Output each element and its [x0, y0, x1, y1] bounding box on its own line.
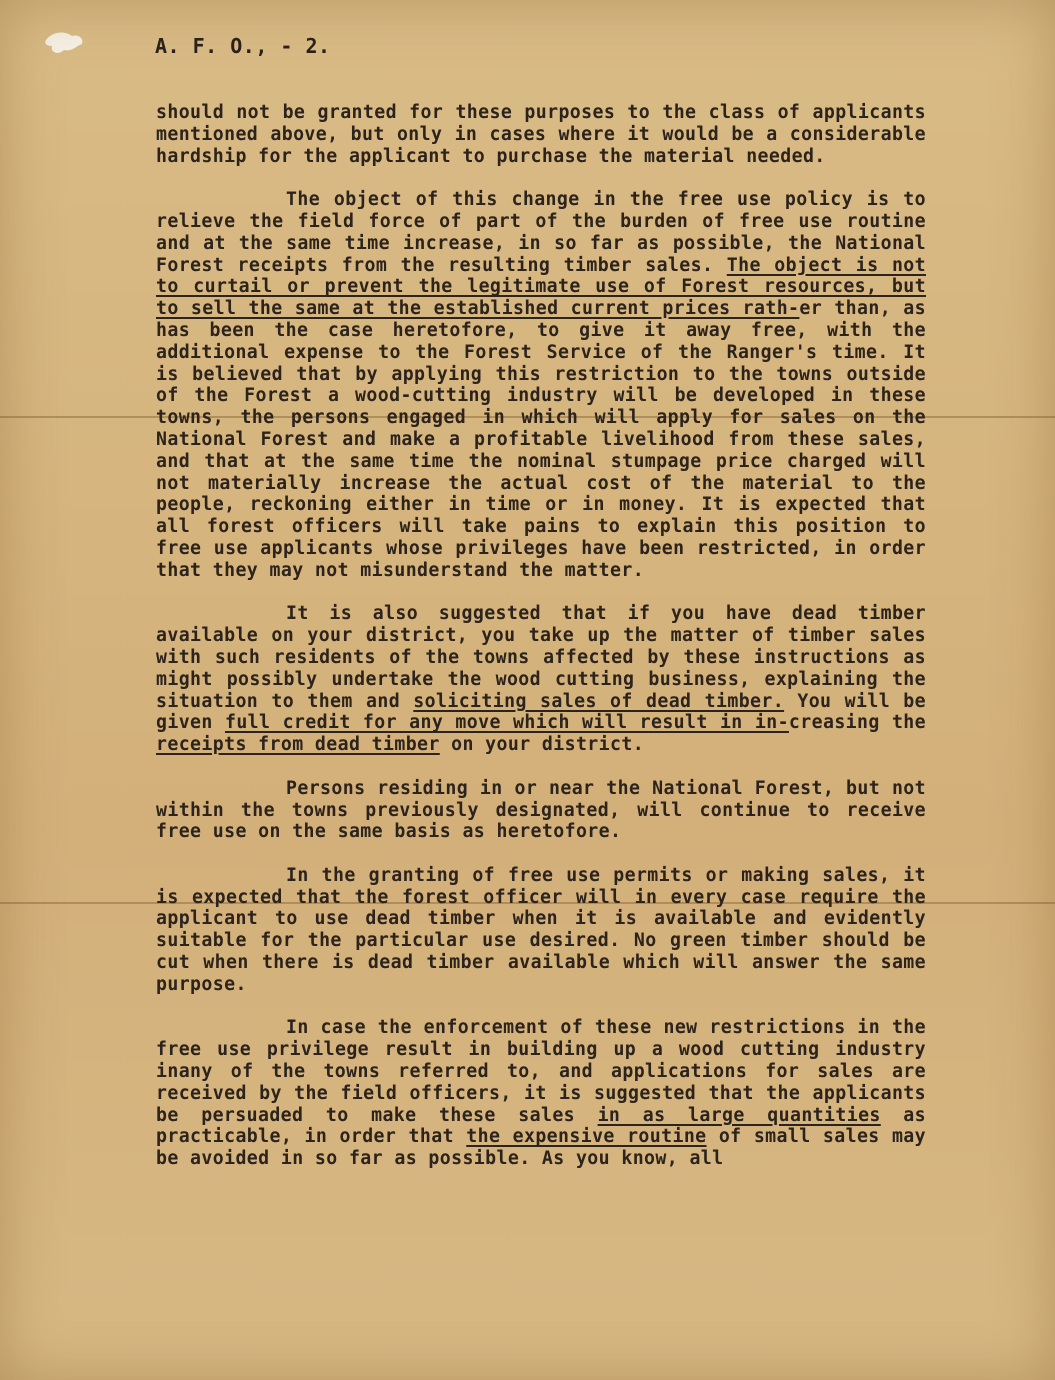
text-run: er than, as has been the case heretofore, to give it away free, with the additional expense to the Forest Service of the Ranger's time. It is believed that by applying this restriction to the towns outside of the Forest a wood-cutting industry will be developed in these towns, the persons engaged in which will apply for sales on the National Forest and make a profitable livelihood from these sales, and that at the same time the nominal stumpage price charged will not materially increase the actual cost of the material to the people, reckoning either in time or in money. It is expected that all forest officers will take pains to explain this position to free use applicants whose privileges have been restricted, in order that they may not misunderstand the matter. — [156, 298, 926, 581]
text-run: In the granting of free use permits or making sales, it is expected that the forest officer will in every case require the applicant to use dead timber when it is available and evidently suitable for the particular use desired. No green timber should be cut when there is dead timber available which will answer the same purpose. — [156, 864, 926, 995]
text-run: The object of this change in the free use policy is to relieve the field force of part of the burden of free use routine and at the same time increase, in so far as possible, the National Forest receipts from the resulting timber sales. — [156, 189, 926, 276]
letter-body — [156, 102, 926, 1192]
underlined-text: soliciting sales of dead timber. — [413, 690, 785, 712]
page-reference: A. F. O., - 2. — [155, 34, 331, 58]
text-run: of small sales may be avoided in so far as possible. As you know, all — [156, 1126, 926, 1170]
text-run: should not be granted for these purposes to the class of applicants mentioned above, but only in cases where it would be a considerable hardship for the applicant to purchase the material needed. — [156, 102, 926, 167]
text-run: Persons residing in or near the National Forest, but not within the towns previously designated, will continue to receive free use on the same basis as heretofore. — [156, 777, 926, 843]
text-run: It is also suggested that if you have dead timber available on your district, you take up the matter of timber sales with such residents of the towns affected by these instructions as might possibly undertake the wood cutting business, explaining the situation to them and — [156, 603, 926, 712]
underlined-text: receipts from dead timber — [156, 734, 440, 756]
paragraph — [156, 778, 926, 843]
paragraph — [156, 189, 926, 581]
paragraph — [156, 603, 926, 756]
text-run: as practicable, in order that — [156, 1104, 926, 1148]
underlined-text: the expensive routine — [466, 1126, 707, 1148]
text-run: on your district. — [439, 734, 645, 756]
paragraph — [156, 1017, 926, 1170]
underlined-text: The object is not to curtail or prevent the legitimate use of Forest resources, but to sell the same at the established current prices rath- — [156, 254, 926, 320]
paragraph — [156, 102, 926, 167]
underlined-text: in as large quantities — [597, 1104, 881, 1126]
paragraph — [156, 865, 926, 996]
text-run: You will be given — [156, 690, 926, 734]
text-run: creasing the — [788, 712, 926, 734]
paper-tear-mark — [42, 28, 86, 58]
underlined-text: full credit for any move which will result in in- — [224, 712, 789, 734]
text-run: In case the enforcement of these new restrictions in the free use privilege result in building up a wood cutting industry inany of the towns referred to, and applications for sales are received by the field officers, it is suggested that the applicants be persuaded to make these sales — [156, 1017, 926, 1126]
